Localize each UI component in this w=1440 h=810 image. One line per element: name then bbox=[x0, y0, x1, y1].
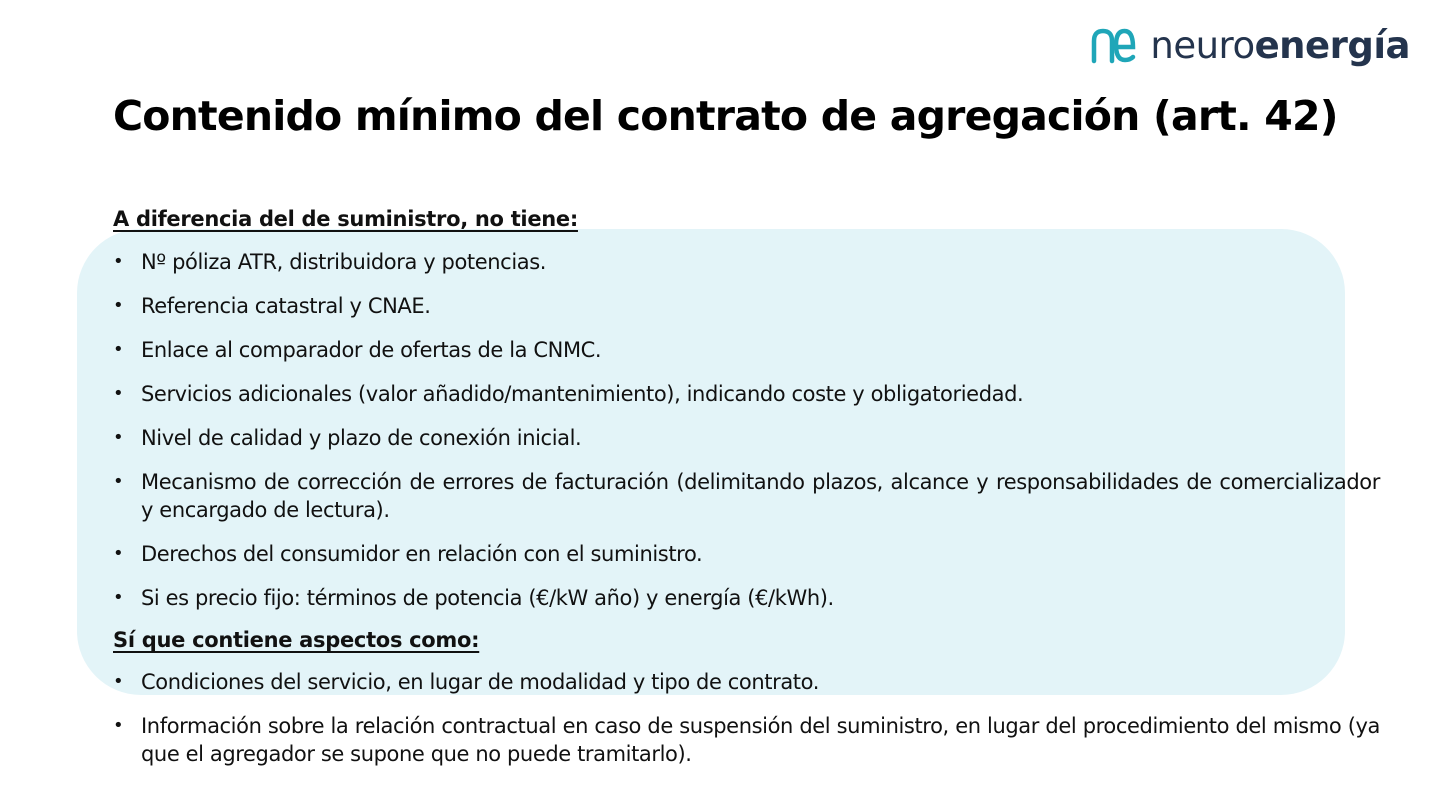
list-item-text: Nivel de calidad y plazo de conexión inicial. bbox=[141, 426, 582, 450]
bullet-icon: • bbox=[113, 715, 124, 736]
bullet-icon: • bbox=[113, 383, 124, 404]
list-item bbox=[113, 380, 1380, 408]
list-item bbox=[113, 336, 1380, 364]
company-logo bbox=[1090, 22, 1410, 68]
list-item-text: Servicios adicionales (valor añadido/mantenimiento), indicando coste y obligatoriedad. bbox=[141, 382, 1024, 406]
section-not-header bbox=[113, 204, 1380, 235]
list-item-text: Nº póliza ATR, distribuidora y potencias. bbox=[141, 250, 547, 274]
logo-wordmark bbox=[1150, 23, 1410, 67]
list-item bbox=[113, 292, 1380, 320]
slide-title: Contenido mínimo del contrato de agregación (art. 42) bbox=[113, 92, 1338, 140]
section-yes-header bbox=[113, 625, 1380, 656]
list-item-text: Si es precio fijo: términos de potencia (€/kW año) y energía (€/kWh). bbox=[141, 586, 834, 610]
section-not-heading: A diferencia del de suministro, no tiene: bbox=[113, 207, 578, 231]
list-item-text: Condiciones del servicio, en lugar de modalidad y tipo de contrato. bbox=[141, 670, 819, 694]
list-item bbox=[113, 424, 1380, 452]
list-item-text: Derechos del consumidor en relación con el suministro. bbox=[141, 542, 703, 566]
list-item-text: Enlace al comparador de ofertas de la CNMC. bbox=[141, 338, 602, 362]
logo-text-light: neuro bbox=[1150, 23, 1255, 67]
section-yes-heading: Sí que contiene aspectos como: bbox=[113, 628, 480, 652]
list-item bbox=[113, 712, 1380, 768]
list-item bbox=[113, 584, 1380, 612]
bullet-icon: • bbox=[113, 587, 124, 608]
bullet-icon: • bbox=[113, 671, 124, 692]
section-yes-list bbox=[113, 668, 1380, 768]
list-item bbox=[113, 668, 1380, 696]
slide-content bbox=[113, 204, 1380, 784]
list-item-text: Referencia catastral y CNAE. bbox=[141, 294, 431, 318]
logo-text-bold: energía bbox=[1254, 23, 1410, 67]
section-not-list bbox=[113, 248, 1380, 612]
list-item bbox=[113, 540, 1380, 568]
bullet-icon: • bbox=[113, 339, 124, 360]
bullet-icon: • bbox=[113, 543, 124, 564]
bullet-icon: • bbox=[113, 295, 124, 316]
ne-logo-mark-icon bbox=[1090, 25, 1136, 65]
list-item-text: Información sobre la relación contractual en caso de suspensión del suministro, en lugar del procedimiento del mismo (ya que el agregador se supone que no puede tramitarlo). bbox=[141, 714, 1380, 766]
list-item bbox=[113, 248, 1380, 276]
list-item-text: Mecanismo de corrección de errores de facturación (delimitando plazos, alcance y responsabilidades de comercializador y encargado de lectura). bbox=[141, 470, 1380, 522]
list-item bbox=[113, 468, 1380, 524]
bullet-icon: • bbox=[113, 251, 124, 272]
bullet-icon: • bbox=[113, 427, 124, 448]
bullet-icon: • bbox=[113, 471, 124, 492]
